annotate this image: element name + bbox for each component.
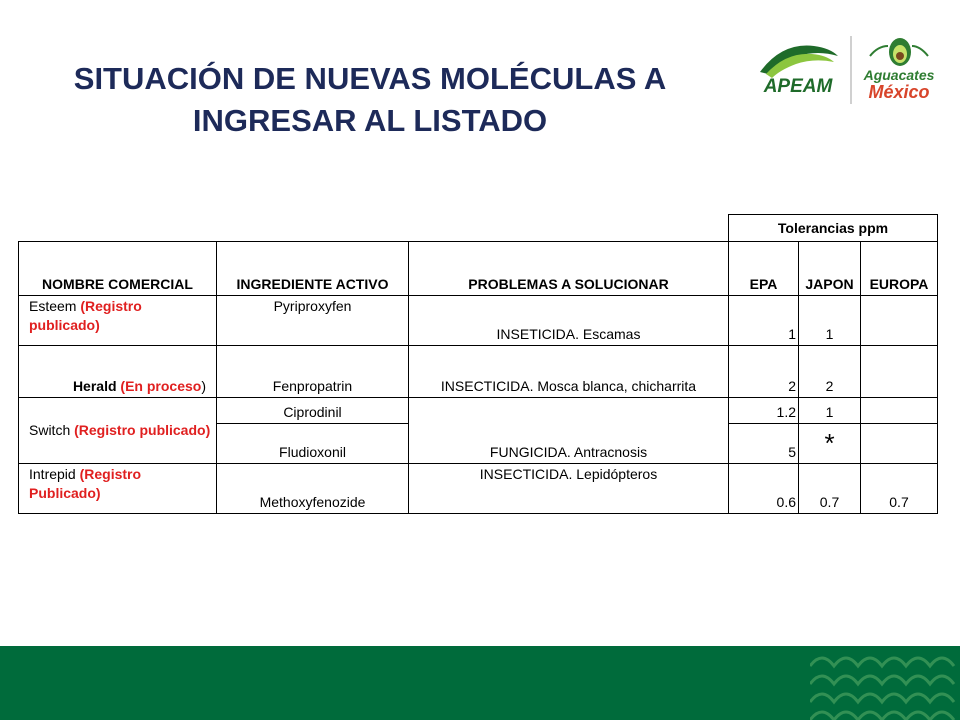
table-group-header-row [19, 215, 938, 242]
problem-cell: INSECTICIDA. Mosca blanca, chicharrita [409, 346, 729, 398]
apeam-wordmark: APEAM [763, 76, 833, 97]
product-status: (Registro publicado) [74, 422, 211, 438]
epa-cell: 5 [729, 424, 799, 464]
japon-cell: 0.7 [799, 464, 861, 514]
product-cell [19, 346, 217, 398]
problem-cell: INSETICIDA. Escamas [409, 296, 729, 346]
problem-cell: INSECTICIDA. Lepidópteros [409, 464, 729, 514]
table-row [19, 296, 938, 346]
aguacates-word: Aguacates [863, 67, 935, 83]
header-nombre-comercial: NOMBRE COMERCIAL [19, 242, 217, 296]
europa-cell [861, 398, 938, 424]
product-cell [19, 464, 217, 514]
epa-cell: 1 [729, 296, 799, 346]
ag-arc-left [870, 46, 888, 56]
header-logos [752, 32, 942, 110]
product-status-open: ( [120, 378, 126, 394]
logo-divider [850, 36, 852, 104]
japon-cell: * [799, 424, 861, 464]
product-status: (Registro publicado) [29, 298, 142, 333]
header-epa: EPA [729, 242, 799, 296]
europa-cell [861, 346, 938, 398]
europa-cell: 0.7 [861, 464, 938, 514]
ingredient-cell: Methoxyfenozide [217, 464, 409, 514]
title-line-2: INGRESAR AL LISTADO [192, 103, 548, 138]
japon-cell: 1 [799, 398, 861, 424]
table-row [19, 346, 938, 398]
epa-cell: 0.6 [729, 464, 799, 514]
apeam-logo [752, 32, 844, 106]
ingredient-cell: Ciprodinil [217, 398, 409, 424]
table-row [19, 464, 938, 514]
problem-cell: FUNGICIDA. Antracnosis [409, 398, 729, 464]
molecules-table [18, 214, 938, 514]
header-ingrediente-activo: INGREDIENTE ACTIVO [217, 242, 409, 296]
page-title [40, 58, 700, 142]
japon-cell: 2 [799, 346, 861, 398]
product-status-close: ) [201, 378, 206, 394]
ingredient-cell: Fludioxonil [217, 424, 409, 464]
aguacates-mexico-logo [856, 32, 942, 106]
avocado-icon [889, 38, 911, 66]
header-europa: EUROPA [861, 242, 938, 296]
epa-cell: 1.2 [729, 398, 799, 424]
epa-cell: 2 [729, 346, 799, 398]
header-japon: JAPON [799, 242, 861, 296]
scallop-pattern [810, 646, 960, 720]
europa-cell [861, 424, 938, 464]
ingredient-cell: Fenpropatrin [217, 346, 409, 398]
ag-arc-right [912, 46, 928, 56]
ingredient-cell: Pyriproxyfen [217, 296, 409, 346]
product-cell [19, 398, 217, 464]
product-status: (Registro Publicado) [29, 466, 142, 501]
table-row [19, 398, 938, 424]
title-line-1: SITUACIÓN DE NUEVAS MOLÉCULAS A [73, 61, 667, 96]
tolerancias-header: Tolerancias ppm [729, 215, 938, 242]
header-problemas: PROBLEMAS A SOLUCIONAR [409, 242, 729, 296]
table-header-row [19, 242, 938, 296]
product-name: Herald [72, 378, 117, 394]
product-name: Intrepid [29, 466, 76, 482]
product-name: Switch [29, 422, 71, 438]
product-name: Esteem [29, 298, 77, 314]
europa-cell [861, 296, 938, 346]
product-status: En proceso [125, 378, 202, 394]
japon-cell: 1 [799, 296, 861, 346]
product-cell [19, 296, 217, 346]
footer-band [0, 646, 960, 720]
mexico-word: México [868, 82, 930, 102]
